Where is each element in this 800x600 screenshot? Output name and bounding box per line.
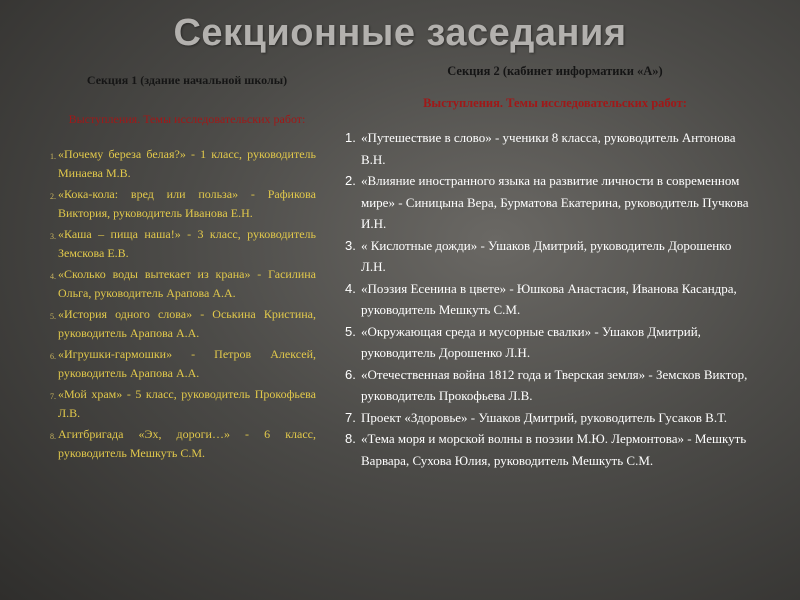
item-number: 2. (345, 173, 356, 188)
list-item (343, 407, 755, 429)
list-item (343, 321, 755, 364)
item-number: 1. (50, 152, 56, 161)
item-number: 3. (345, 237, 356, 253)
item-number: 7. (50, 392, 56, 401)
list-item (50, 225, 316, 263)
list-item (50, 385, 316, 423)
item-text: «История одного слова» - Оськина Кристина, руководитель Арапова А.А. (58, 307, 316, 340)
section-1-subheading: Выступления. Темы исследовательских работ: (68, 112, 306, 126)
item-number: 6. (50, 352, 56, 361)
item-text: «Отечественная война 1812 года и Тверская земля» - Земсков Виктор, руководитель Прокофьева Л.В. (361, 366, 748, 403)
section-2-subheading: Выступления. Темы исследовательских работ: (423, 96, 687, 110)
list-item (343, 170, 755, 235)
item-number: 4. (50, 272, 56, 281)
list-item (343, 428, 755, 471)
item-text: «Поэзия Есенина в цвете» - Юшкова Анастасия, Иванова Касандра, руководитель Мешкуть С.М. (361, 280, 737, 317)
list-item (50, 185, 316, 223)
slide-title: Секционные заседания (173, 12, 627, 54)
section-1-heading: Секция 1 (здание начальной школы) (86, 73, 288, 87)
list-item (50, 345, 316, 383)
section-1-column (50, 70, 316, 465)
list-item (50, 145, 316, 183)
section-2-list (345, 127, 755, 471)
list-item (50, 305, 316, 343)
list-item (50, 265, 316, 303)
item-text: «Окружающая среда и мусорные свалки» - Ушаков Дмитрий, руководитель Дорошенко Л.Н. (361, 323, 701, 360)
item-text: «Сколько воды вытекает из крана» - Гасилина Ольга, руководитель Арапова А.А. (58, 267, 316, 300)
item-number: 5. (50, 312, 56, 321)
item-text: Агитбригада «Эх, дороги…» - 6 класс, руководитель Мешкуть С.М. (58, 427, 316, 460)
item-text: « Кислотные дожди» - Ушаков Дмитрий, руководитель Дорошенко Л.Н. (361, 237, 732, 274)
section-2-heading: Секция 2 (кабинет информатики «А») (447, 64, 663, 78)
list-item (50, 425, 316, 463)
item-number: 8. (50, 432, 56, 441)
item-number: 5. (345, 323, 356, 339)
item-text: «Влияние иностранного языка на развитие личности в современном мире» - Синицына Вера, Бурматова Екатерина, руководитель Пучкова И.Н. (361, 173, 749, 231)
item-text: Проект «Здоровье» - Ушаков Дмитрий, руководитель Гусаков В.Т. (361, 409, 727, 425)
item-text: «Путешествие в слово» - ученики 8 класса, руководитель Антонова В.Н. (361, 130, 736, 167)
item-text: «Каша – пища наша!» - 3 класс, руководитель Земскова Е.В. (58, 227, 316, 260)
item-number: 2. (50, 192, 56, 201)
item-number: 1. (345, 130, 356, 145)
list-item (343, 364, 755, 407)
item-number: 8. (345, 431, 356, 446)
list-item (343, 235, 755, 278)
item-text: «Почему береза белая?» - 1 класс, руководитель Минаева М.В. (58, 147, 316, 180)
item-text: «Игрушки-гармошки» - Петров Алексей, руководитель Арапова А.А. (58, 347, 316, 380)
section-2-column (345, 64, 755, 471)
item-number: 4. (345, 280, 356, 296)
list-item (343, 278, 755, 321)
item-text: «Тема моря и морской волны в поэзии М.Ю. Лермонтова» - Мешкуть Варвара, Сухова Юлия, руководитель Мешкуть С.М. (361, 431, 747, 468)
item-text: «Мой храм» - 5 класс, руководитель Прокофьева Л.В. (58, 387, 316, 420)
item-number: 3. (50, 232, 56, 241)
item-text: «Кока-кола: вред или польза» - Рафикова Виктория, руководитель Иванова Е.Н. (58, 187, 316, 220)
section-1-list (50, 145, 316, 463)
item-number: 7. (345, 409, 356, 425)
item-number: 6. (345, 366, 356, 382)
list-item (343, 127, 755, 170)
